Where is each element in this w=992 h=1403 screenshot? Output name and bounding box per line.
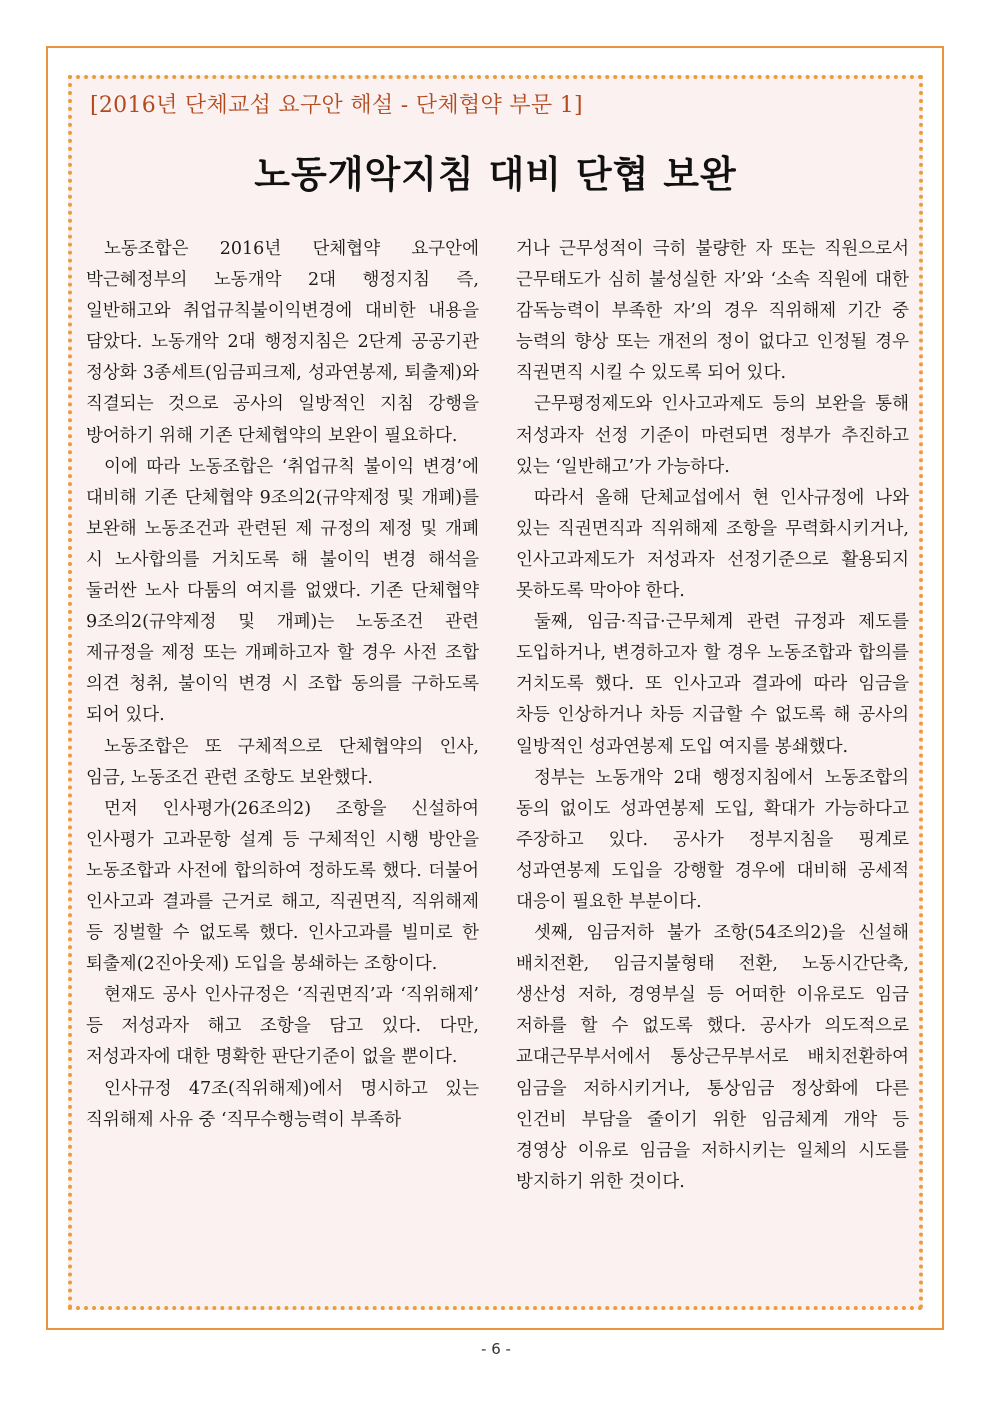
paragraph: 셋째, 임금저하 불가 조항(54조의2)을 신설해 배치전환, 임금지불형태 전환, 노동시간단축, 생산성 저하, 경영부실 등 어떠한 이유로도 임금 저하를 할 수 없도록 했다. 공사가 의도적으로 교대근무부서에서 통상근무부서로 배치전환하여 임금을 저하시키거나, 통상임금 정상화에 다른 인건비 부담을 줄이기 위한 임금체계 개악 등 경영상 이유로 임금을 저하시키는 일체의 시도를 방지하기 위한 것이다. (516, 923, 909, 1192)
right-column (516, 234, 909, 1198)
article-title: 노동개악지침 대비 단협 보완 (254, 153, 737, 196)
paragraph: 근무평정제도와 인사고과제도 등의 보완을 통해 저성과자 선정 기준이 마련되면 정부가 추진하고 있는 ‘일반해고’가 가능하다. (516, 394, 909, 477)
paragraph: 정부는 노동개악 2대 행정지침에서 노동조합의 동의 없이도 성과연봉제 도입, 확대가 가능하다고 주장하고 있다. 공사가 정부지침을 핑계로 성과연봉제 도입을 강행할 경우에 대비해 공세적 대응이 필요한 부분이다. (516, 767, 909, 912)
paragraph: 이에 따라 노동조합은 ‘취업규칙 불이익 변경’에 대비해 기존 단체협약 9조의2(규약제정 및 개폐)를 보완해 노동조건과 관련된 제 규정의 제정 및 개폐 시 노사합의를 거치도록 해 불이익 변경 해석을 둘러싼 노사 다툼의 여지를 없앴다. 기존 단체협약 9조의2(규약제정 및 개폐)는 노동조건 관련 제규정을 제정 또는 개폐하고자 할 경우 사전 조합 의견 청취, 불이익 변경 시 조합 동의를 구하도록 되어 있다. (86, 456, 479, 726)
left-column (86, 234, 479, 1136)
page-number: - 6 - (481, 1340, 511, 1358)
paragraph: 둘째, 임금·직급·근무체계 관련 규정과 제도를 도입하거나, 변경하고자 할 경우 노동조합과 합의를 거치도록 했다. 또 인사고과 결과에 따라 임금을 차등 인상하거나 차등 지급할 수 없도록 해 공사의 일방적인 성과연봉제 도입 여지를 봉쇄했다. (516, 612, 909, 757)
series-label: [2016년 단체교섭 요구안 해설 - 단체협약 부문 1] (90, 93, 583, 118)
paragraph: 먼저 인사평가(26조의2) 조항을 신설하여 인사평가 고과문항 설계 등 구체적인 시행 방안을 노동조합과 사전에 합의하여 정하도록 했다. 더불어 인사고과 결과를 근거로 해고, 직권면직, 직위해제 등 징벌할 수 없도록 했다. 인사고과를 빌미로 한 퇴출제(2진아웃제) 도입을 봉쇄하는 조항이다. (86, 798, 479, 975)
paragraph: 거나 근무성적이 극히 불량한 자 또는 직원으로서 근무태도가 심히 불성실한 자’와 ‘소속 직원에 대한 감독능력이 부족한 자’의 경우 직위해제 기간 중 능력의 향상 또는 개전의 정이 없다고 인정될 경우 직권면직 시킬 수 있도록 되어 있다. (516, 239, 909, 384)
paragraph: 인사규정 47조(직위해제)에서 명시하고 있는 직위해제 사유 중 ‘직무수행능력이 부족하 (86, 1078, 479, 1130)
paragraph: 노동조합은 또 구체적으로 단체협약의 인사, 임금, 노동조건 관련 조항도 보완했다. (86, 736, 479, 788)
paragraph: 노동조합은 2016년 단체협약 요구안에 박근혜정부의 노동개악 2대 행정지침 즉, 일반해고와 취업규칙불이익변경에 대비한 내용을 담았다. 노동개악 2대 행정지침은 2단계 공공기관 정상화 3종세트(임금피크제, 성과연봉제, 퇴출제)와 직결되는 것으로 공사의 일방적인 지침 강행을 방어하기 위해 기존 단체협약의 보완이 필요하다. (86, 239, 479, 446)
paragraph: 따라서 올해 단체교섭에서 현 인사규정에 나와 있는 직권면직과 직위해제 조항을 무력화시키거나, 인사고과제도가 저성과자 선정기준으로 활용되지 못하도록 막아야 한다. (516, 487, 909, 602)
paragraph: 현재도 공사 인사규정은 ‘직권면직’과 ‘직위해제’ 등 저성과자 해고 조항을 담고 있다. 다만, 저성과자에 대한 명확한 판단기준이 없을 뿐이다. (86, 985, 479, 1068)
